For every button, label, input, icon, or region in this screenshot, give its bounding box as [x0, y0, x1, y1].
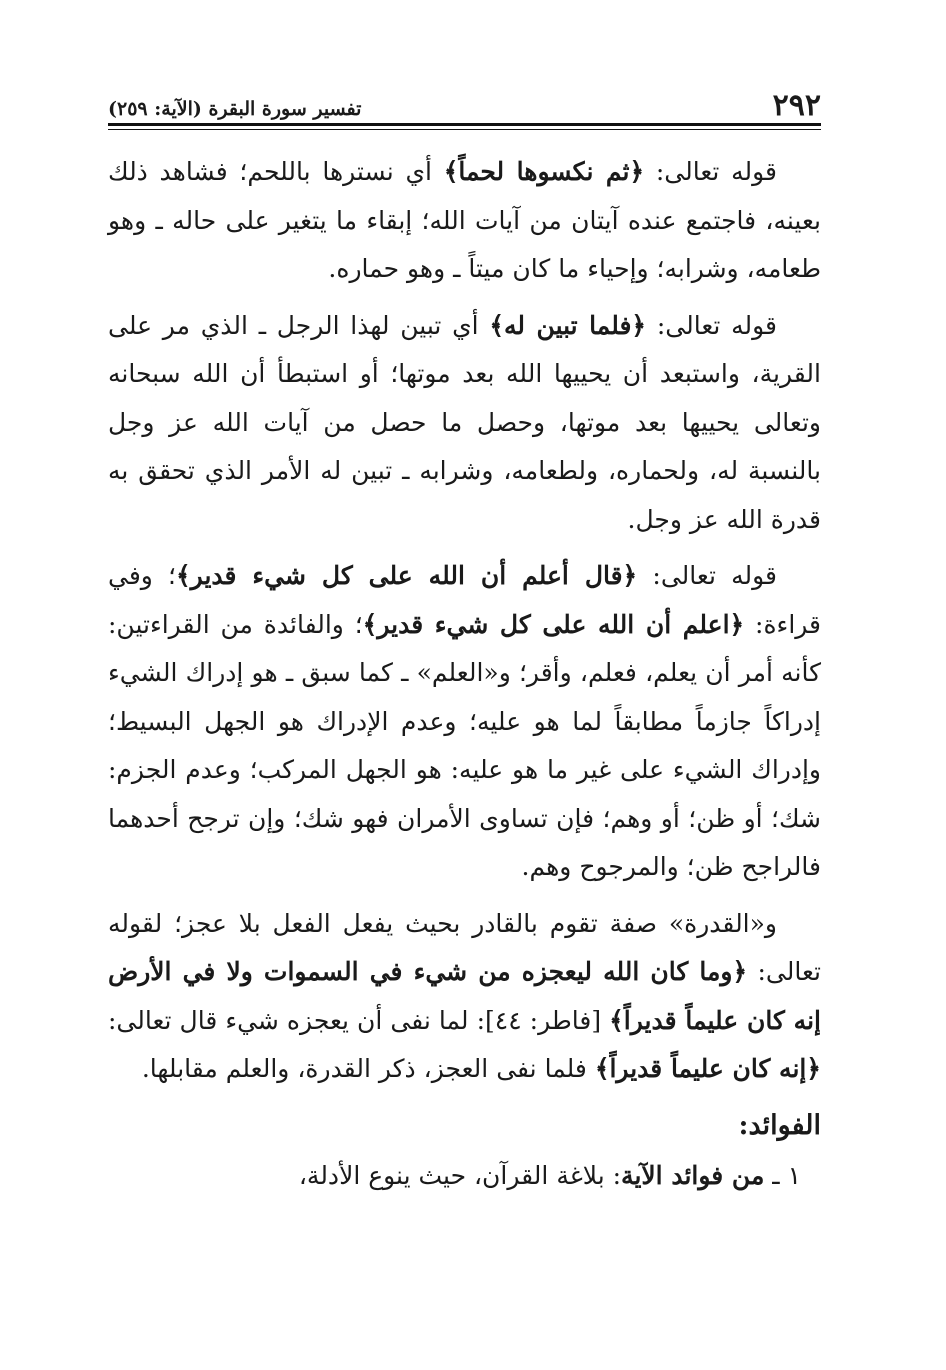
text-segment: قوله تعالى:: [637, 561, 777, 590]
text-segment: أي تبين لهذا الرجل ـ الذي مر على القرية، واستبعد أن يحييها الله بعد موتها؛ أو استبطأ أن الله سبحانه وتعالى يحييها بعد موتها، وحصل ما حصل من آيات الله عز وجل بالنسبة له، ولحماره، ولطعامه، وشرابه ـ تبين له الأمر الذي تحقق به قدرة الله عز وجل.: [108, 310, 821, 534]
paragraph-3: [108, 552, 821, 892]
text-segment: قوله تعالى:: [644, 157, 777, 186]
benefit-label: من فوائد الآية: [621, 1161, 765, 1190]
text-segment: فلما نفى العجز، ذكر القدرة، والعلم مقابلها.: [141, 1054, 595, 1083]
quran-quote: ﴿فلما تبين له﴾: [489, 310, 647, 340]
paragraph-1: [108, 148, 821, 294]
text-segment: قوله تعالى:: [646, 310, 777, 340]
paragraph-2: [108, 302, 821, 545]
text-segment: ؛ وفي قراءة:: [108, 561, 822, 639]
quran-quote: ﴿إنه كان عليماً قديراً﴾: [594, 1054, 821, 1083]
page-body: [108, 148, 821, 1201]
quran-quote: ﴿وما كان الله ليعجزه من شيء في السموات ولا في الأرض إنه كان عليماً قديراً﴾: [108, 957, 821, 1035]
header-rule-thick: [108, 123, 821, 126]
text-segment: ؛ والفائدة من القراءتين: كأنه أمر أن يعلم، فعلم، وأقر؛ و«العلم» ـ كما سبق ـ هو إدراك الشيء إدراكاً جازماً مطابقاً لما هو عليه؛ وعدم الإدراك هو الجهل البسيط؛ وإدراك الشيء على غير ما هو عليه: هو الجهل المركب؛ وعدم الجزم: شك؛ أو ظن؛ أو وهم؛ فإن تساوى الأمران فهو شك؛ وإن ترجح أحدهما فالراجح ظن؛ والمرجوح وهم.: [108, 609, 821, 881]
section-heading-benefits: الفوائد:: [738, 1109, 821, 1141]
benefit-item-1: [108, 1152, 821, 1201]
quran-quote: ﴿ثم نكسوها لحماً﴾: [443, 157, 645, 186]
header-rule-thin: [108, 129, 821, 130]
benefit-number: ١ ـ: [764, 1161, 801, 1190]
text-segment: [فاطر: ٤٤]: لما نفى أن يعجزه شيء قال تعالى:: [108, 1005, 610, 1035]
benefit-text: : بلاغة القرآن، حيث ينوع الأدلة،: [298, 1161, 622, 1190]
text-segment: و«القدرة» صفة تقوم بالقادر بحيث يفعل الفعل بلا عجز؛ لقوله تعالى:: [108, 908, 821, 986]
page-number: ٢٩٢: [772, 88, 821, 123]
running-title: تفسير سورة البقرة (الآية: ٢٥٩): [108, 98, 362, 120]
quran-quote: ﴿اعلم أن الله على كل شيء قدير﴾: [362, 609, 745, 639]
page-header: [108, 85, 821, 123]
paragraph-4: [108, 900, 821, 1094]
text-segment: أي نسترها باللحم؛ فشاهد ذلك بعينه، فاجتمع عنده آيتان من آيات الله؛ إبقاء ما يتغير على حاله ـ وهو طعامه، وشرابه؛ وإحياء ما كان ميتاً ـ وهو حماره.: [108, 157, 821, 283]
quran-quote: ﴿قال أعلم أن الله على كل شيء قدير﴾: [176, 561, 638, 590]
